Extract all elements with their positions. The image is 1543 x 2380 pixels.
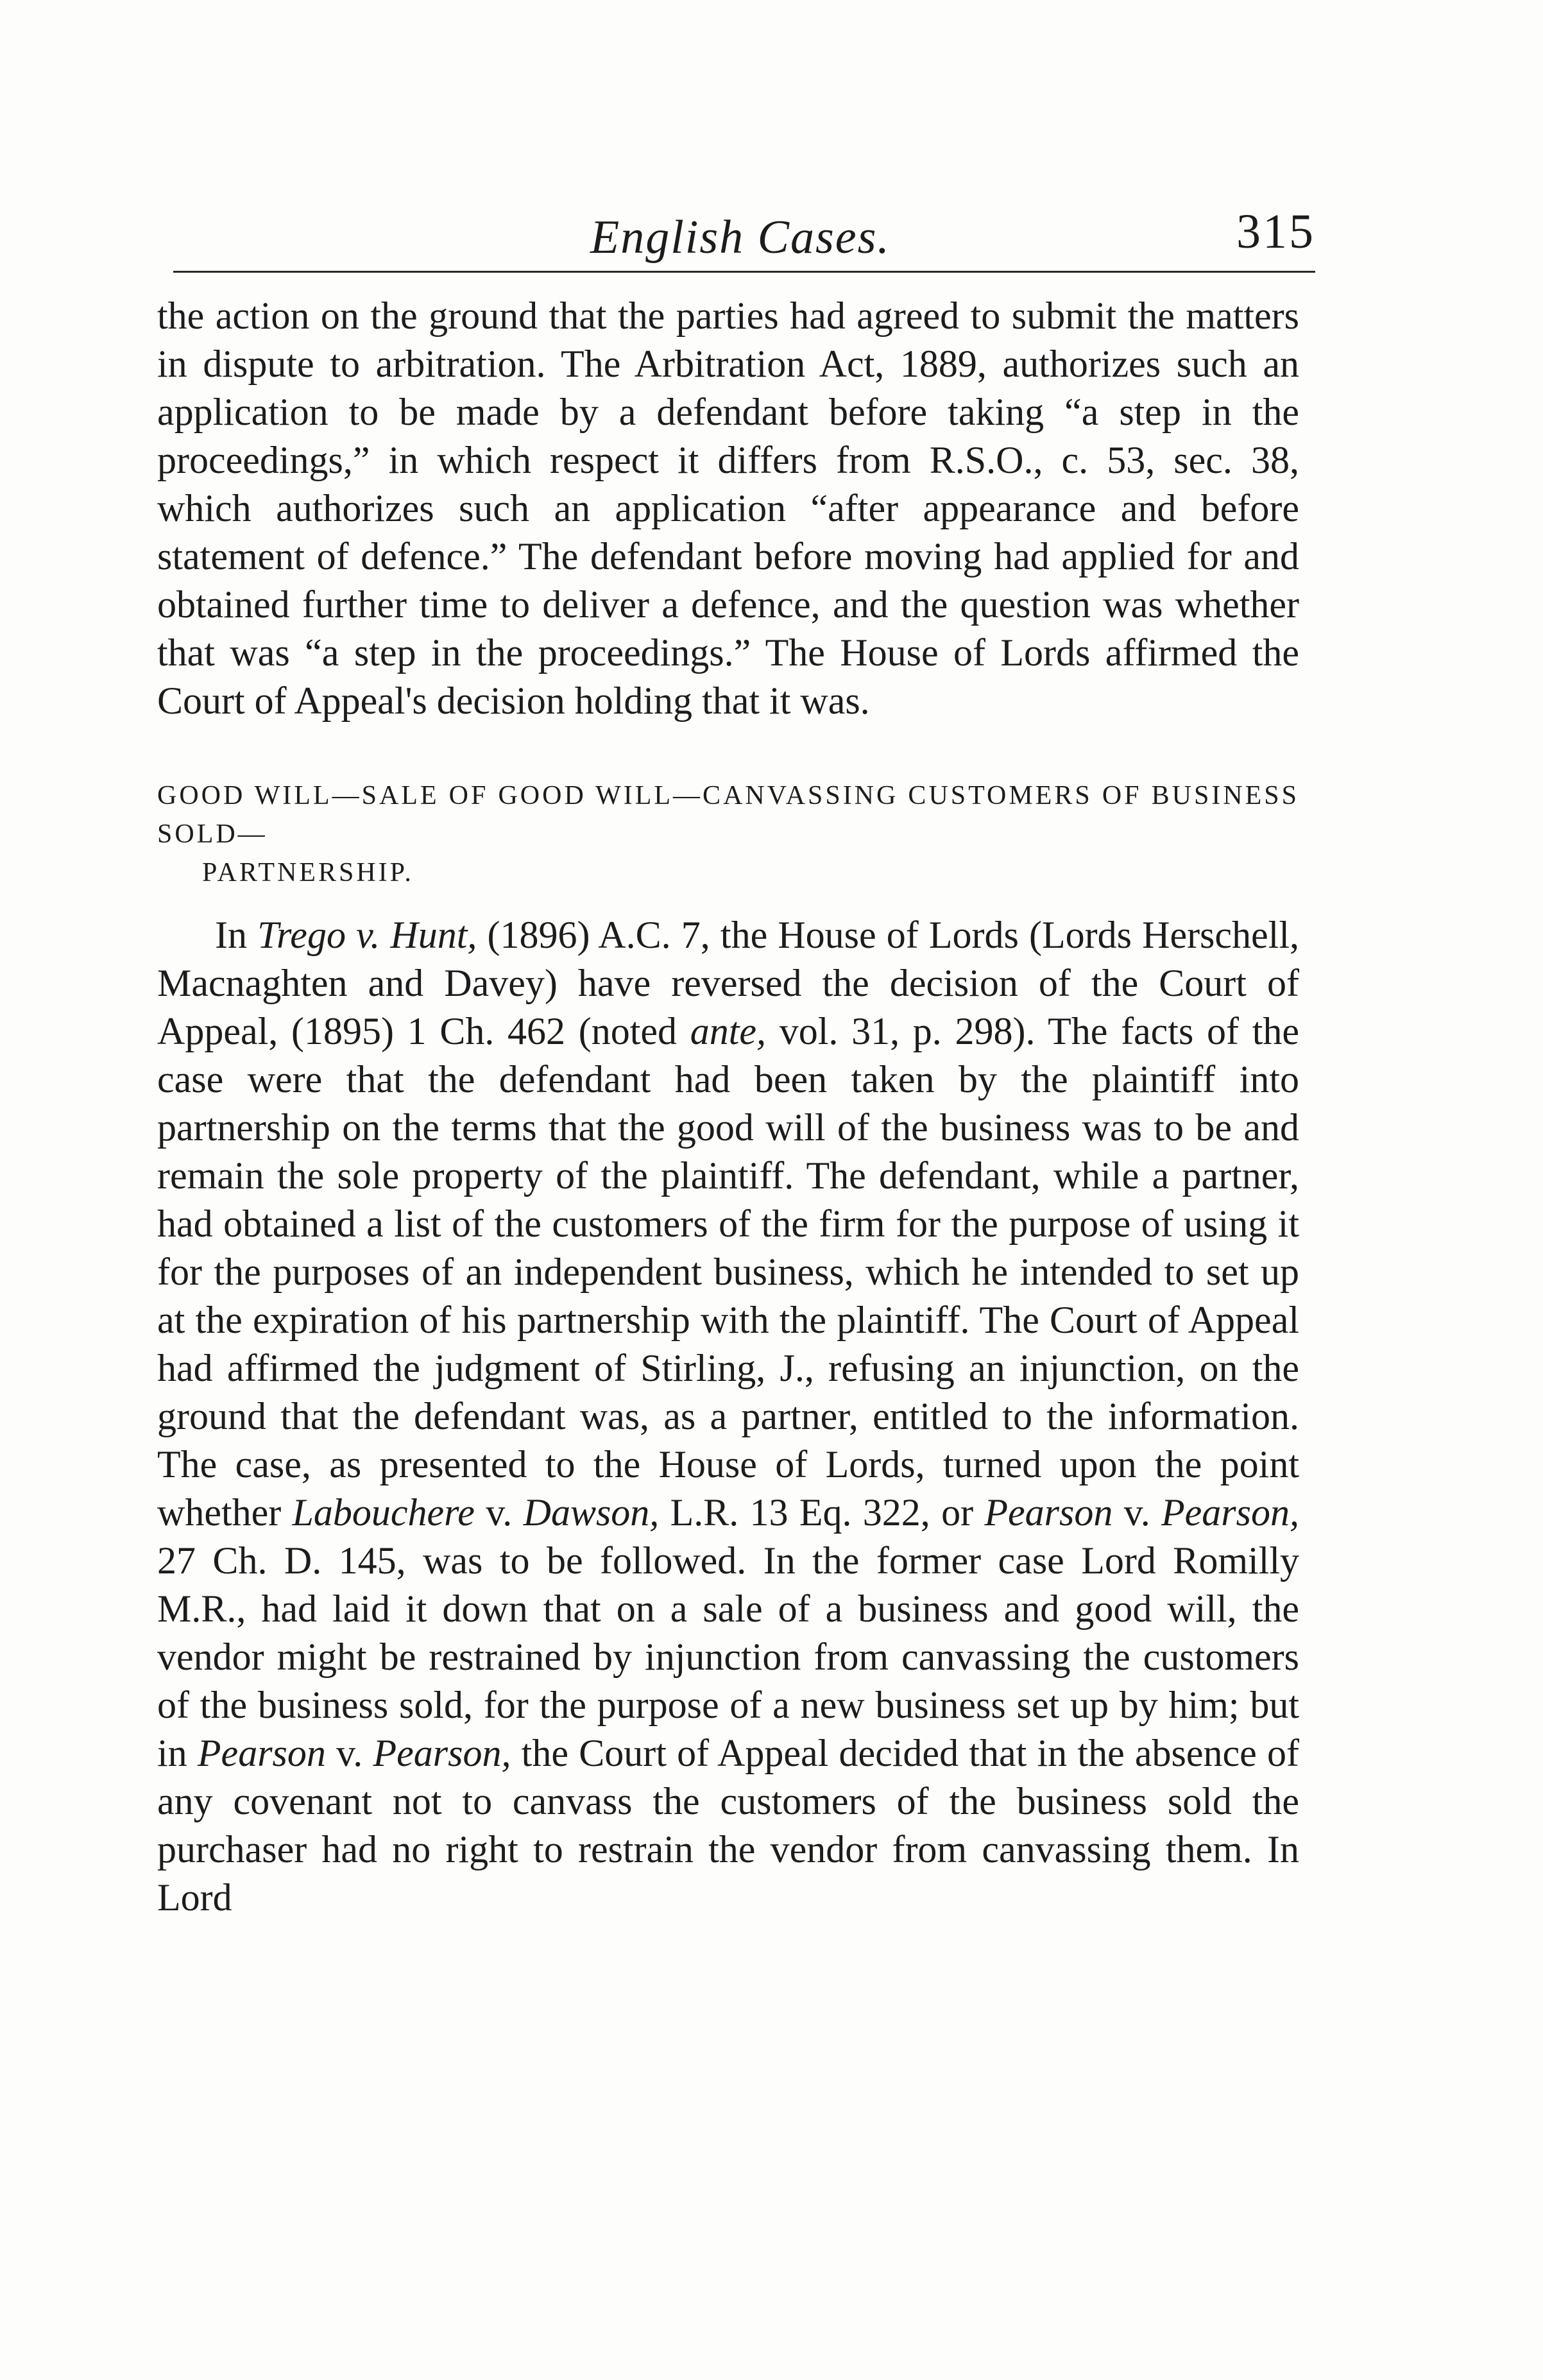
section-heading-line-1: GOOD WILL—SALE OF GOOD WILL—CANVASSING CUSTOMERS OF BUSINESS SOLD— — [157, 781, 1299, 849]
section-heading-line-2: PARTNERSHIP. — [202, 858, 414, 887]
case-name: Dawson, — [523, 1491, 660, 1534]
text-run: 27 Ch. D. 145, was to be followed. In the former case Lord Romilly M.R., had laid it down that on a sale of a business and good will, the vendor might be restrained by injunction from canvassing the customers of the business sold, for the purpose of a new business set up by him; but in — [157, 1539, 1299, 1774]
text-run: vol. 31, p. 298). The facts of the case were that the defendant had been taken by the plaintiff into partnership on the terms that the good will of the business was to be and remain the sole property of the plaintiff. The defendant, while a partner, had obtained a list of the customers of the firm for the purpose of using it for the purposes of an independent business, which he intended to set up at the expiration of his partnership with the plaintiff. The Court of Appeal had affirmed the judgment of Stirling, J., refusing an injunction, on the ground that the defendant was, as a partner, entitled to the information. The case, as presented to the House of Lords, turned upon the point whether — [157, 1010, 1300, 1534]
case-name: Pearson — [197, 1732, 326, 1774]
paragraph-trego-v-hunt — [157, 911, 1299, 1922]
body-text — [157, 292, 1299, 1922]
section-heading — [157, 776, 1299, 892]
text-run: the Court of Appeal decided that in the absence of any covenant not to canvass the customers of the business sold the purchaser had no right to restrain the vendor from canvassing them. In Lord — [157, 1732, 1300, 1919]
page-number: 315 — [1236, 205, 1315, 259]
text-run: (1896) A.C. 7, the House of Lords (Lords Herschell, Macnaghten and Davey) have reversed the decision of the Court of Appeal, (1895) 1 Ch. 462 (noted — [157, 914, 1299, 1052]
header-rule — [173, 271, 1315, 273]
case-name: Labouchere — [292, 1491, 475, 1534]
case-name: Pearson, — [1161, 1491, 1299, 1534]
case-name: Trego v. Hunt, — [257, 914, 477, 956]
text-run: In — [215, 914, 258, 956]
case-name: Pearson — [984, 1491, 1113, 1534]
case-name: Pearson, — [373, 1732, 511, 1774]
paragraph-continued: the action on the ground that the parties had agreed to submit the matters in dispute to arbitration. The Arbitration Act, 1889, authorizes such an application to be made by a defendant before taking “a step in the proceedings,” in which respect it differs from R.S.O., c. 53, sec. 38, which authorizes such an application “after appearance and before statement of defence.” The defendant before moving had applied for and obtained further time to deliver a defence, and the question was whether that was “a step in the proceedings.” The House of Lords affirmed the Court of Appeal's decision holding that it was. — [157, 295, 1299, 722]
text-run: v. — [325, 1732, 373, 1774]
ante-reference: ante, — [690, 1010, 767, 1052]
running-title: English Cases. — [590, 211, 891, 264]
text-run: L.R. 13 Eq. 322, or — [659, 1491, 985, 1534]
text-run: v. — [1112, 1491, 1162, 1534]
running-header — [173, 204, 1315, 281]
text-run: v. — [474, 1491, 524, 1534]
